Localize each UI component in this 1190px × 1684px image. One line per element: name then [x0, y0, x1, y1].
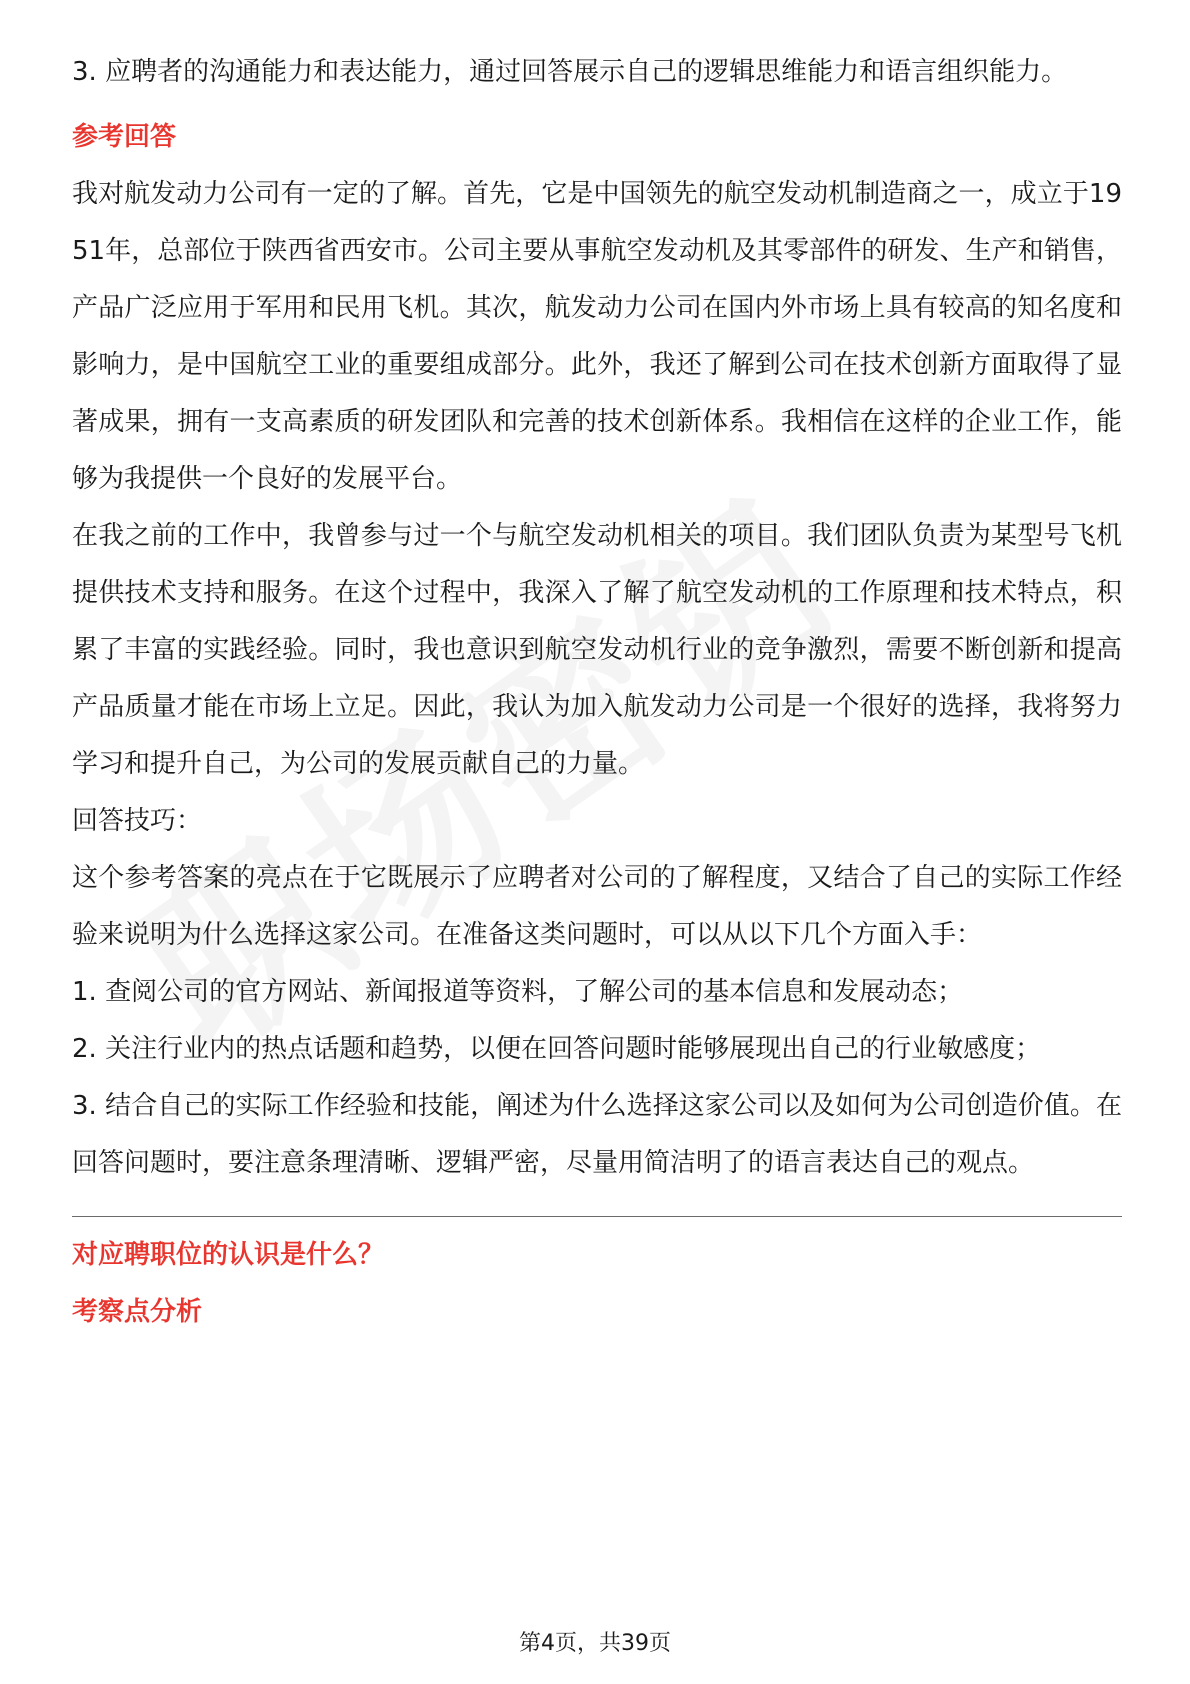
section-divider: [72, 1216, 1122, 1217]
analysis-heading: 考察点分析: [72, 1297, 203, 1327]
answer-paragraph-2: 在我之前的工作中，我曾参与过一个与航空发动机相关的项目。我们团队负责为某型号飞机提供技术支持和服务。在这个过程中，我深入了解了航空发动机的工作原理和技术特点，积累了丰富的实践经验。同时，我也意识到航空发动机行业的竞争激烈，需要不断创新和提高产品质量才能在市场上立足。因此，我认为加入航发动力公司是一个很好的选择，我将努力学习和提升自己，为公司的发展贡献自己的力量。: [72, 521, 1122, 779]
tips-intro: 这个参考答案的亮点在于它既展示了应聘者对公司的了解程度，又结合了自己的实际工作经验来说明为什么选择这家公司。在准备这类问题时，可以从以下几个方面入手：: [72, 863, 1122, 950]
tips-label: 回答技巧：: [72, 806, 203, 836]
intro-point-3: 3. 应聘者的沟通能力和表达能力，通过回答展示自己的逻辑思维能力和语言组织能力。: [72, 57, 1068, 87]
document-page: [72, 44, 1122, 1341]
tip-item-3: 3. 结合自己的实际工作经验和技能，阐述为什么选择这家公司以及如何为公司创造价值。在回答问题时，要注意条理清晰、逻辑严密，尽量用简洁明了的语言表达自己的观点。: [72, 1091, 1122, 1178]
tip-item-1: 1. 查阅公司的官方网站、新闻报道等资料，了解公司的基本信息和发展动态；: [72, 977, 964, 1007]
next-question-heading: 对应聘职位的认识是什么？: [72, 1240, 385, 1270]
page-number: 第4页，共39页: [519, 1631, 671, 1656]
reference-answer-heading: 参考回答: [72, 122, 177, 152]
answer-paragraph-1: 我对航发动力公司有一定的了解。首先，它是中国领先的航空发动机制造商之一，成立于1951年，总部位于陕西省西安市。公司主要从事航空发动机及其零部件的研发、生产和销售，产品广泛应用于军用和民用飞机。其次，航发动力公司在国内外市场上具有较高的知名度和影响力，是中国航空工业的重要组成部分。此外，我还了解到公司在技术创新方面取得了显著成果，拥有一支高素质的研发团队和完善的技术创新体系。我相信在这样的企业工作，能够为我提供一个良好的发展平台。: [72, 179, 1122, 494]
tip-item-2: 2. 关注行业内的热点话题和趋势，以便在回答问题时能够展现出自己的行业敏感度；: [72, 1034, 1042, 1064]
